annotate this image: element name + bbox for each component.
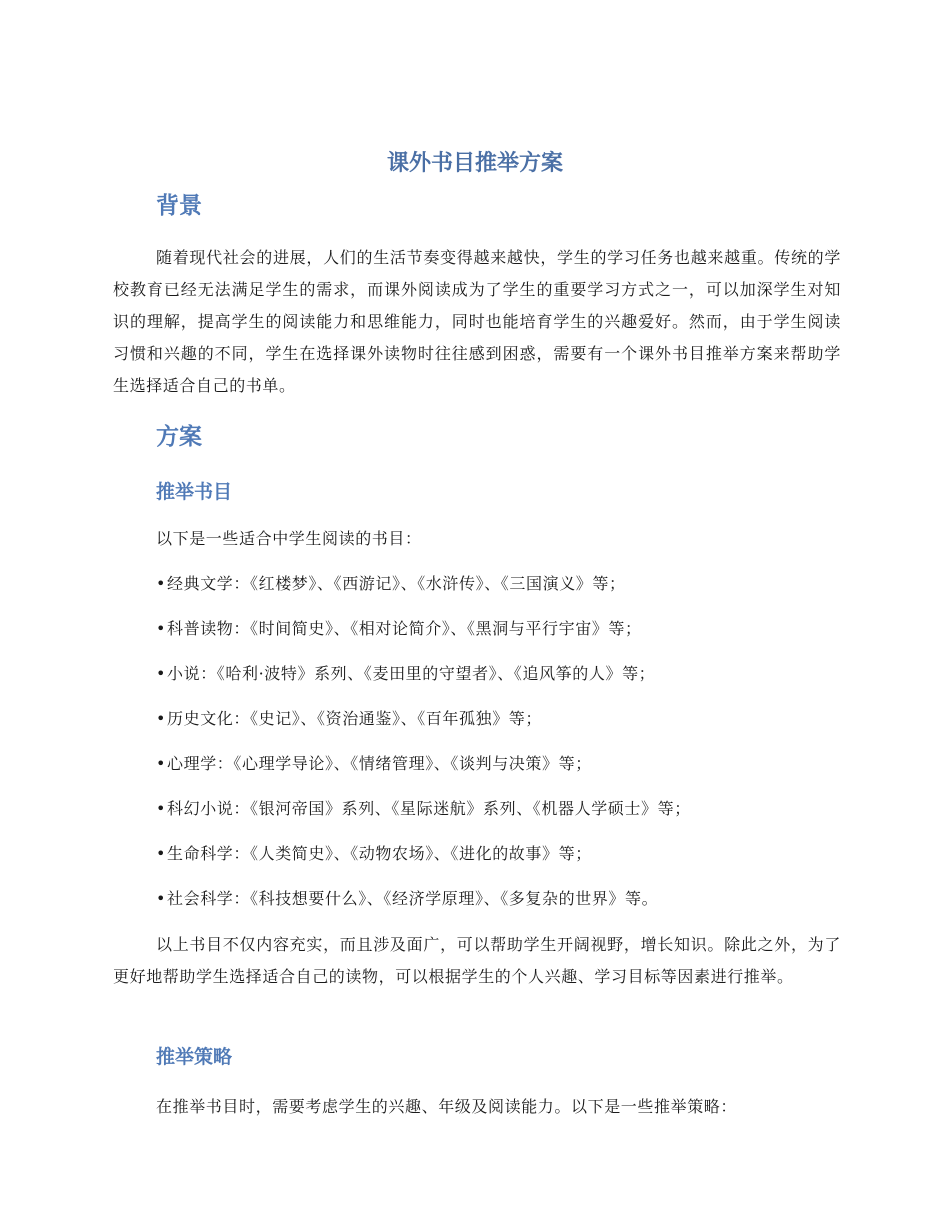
book-list-item (156, 659, 655, 689)
books-intro: 以下是一些适合中学生阅读的书目： (156, 529, 422, 548)
bullet-icon: • (156, 574, 167, 593)
book-list-item-text: 历史文化：《史记》、《资治通鉴》、《百年孤独》等； (167, 709, 543, 728)
book-list-item (156, 884, 658, 914)
bullet-icon: • (156, 754, 167, 773)
bullet-icon: • (156, 844, 167, 863)
bullet-icon: • (156, 619, 167, 638)
book-list-item-text: 生命科学：《人类简史》、《动物农场》、《进化的故事》等； (167, 844, 592, 863)
book-list-item-text: 经典文学：《红楼梦》、《西游记》、《水浒传》、《三国演义》等； (167, 574, 626, 593)
book-list-item-text: 社会科学：《科技想要什么》、《经济学原理》、《多复杂的世界》等。 (167, 889, 659, 908)
book-list-item (156, 749, 592, 779)
section-heading-background: 背景 (156, 193, 202, 219)
book-list-item (156, 839, 592, 869)
bullet-icon: • (156, 889, 167, 908)
subsection-heading-strategy: 推举策略 (156, 1046, 233, 1068)
book-list-item-text: 科普读物：《时间简史》、《相对论简介》、《黑洞与平行宇宙》等； (167, 619, 642, 638)
book-list-item-text: 小说：《哈利·波特》系列、《麦田里的守望者》、《追风筝的人》等； (167, 664, 656, 683)
bullet-icon: • (156, 709, 167, 728)
strategy-intro: 在推举书目时，需要考虑学生的兴趣、年级及阅读能力。以下是一些推举策略： (156, 1097, 738, 1116)
subsection-heading-books: 推举书目 (156, 481, 233, 503)
bullet-icon: • (156, 799, 167, 818)
book-list-item (156, 569, 626, 599)
book-list-item (156, 704, 542, 734)
books-summary-paragraph: 以上书目不仅内容充实，而且涉及面广，可以帮助学生开阔视野，增长知识。除此之外，为了更好地帮助学生选择适合自己的读物，可以根据学生的个人兴趣、学习目标等因素进行推举。 (113, 935, 841, 986)
book-list-item (156, 794, 691, 824)
document-title: 课外书目推举方案 (386, 151, 563, 176)
book-list-item (156, 614, 642, 644)
background-paragraph: 随着现代社会的进展，人们的生活节奏变得越来越快，学生的学习任务也越来越重。传统的学校教育已经无法满足学生的需求，而课外阅读成为了学生的重要学习方式之一，可以加深学生对知识的理解，提高学生的阅读能力和思维能力，同时也能培育学生的兴趣爱好。然而，由于学生阅读习惯和兴趣的不同，学生在选择课外读物时往往感到困惑，需要有一个课外书目推举方案来帮助学生选择适合自己的书单。 (113, 248, 841, 395)
bullet-icon: • (156, 664, 167, 683)
book-list-item-text: 心理学：《心理学导论》、《情绪管理》、《谈判与决策》等； (167, 754, 592, 773)
book-list-item-text: 科幻小说：《银河帝国》系列、《星际迷航》系列、《机器人学硕士》等； (167, 799, 691, 818)
section-heading-plan: 方案 (156, 424, 202, 450)
